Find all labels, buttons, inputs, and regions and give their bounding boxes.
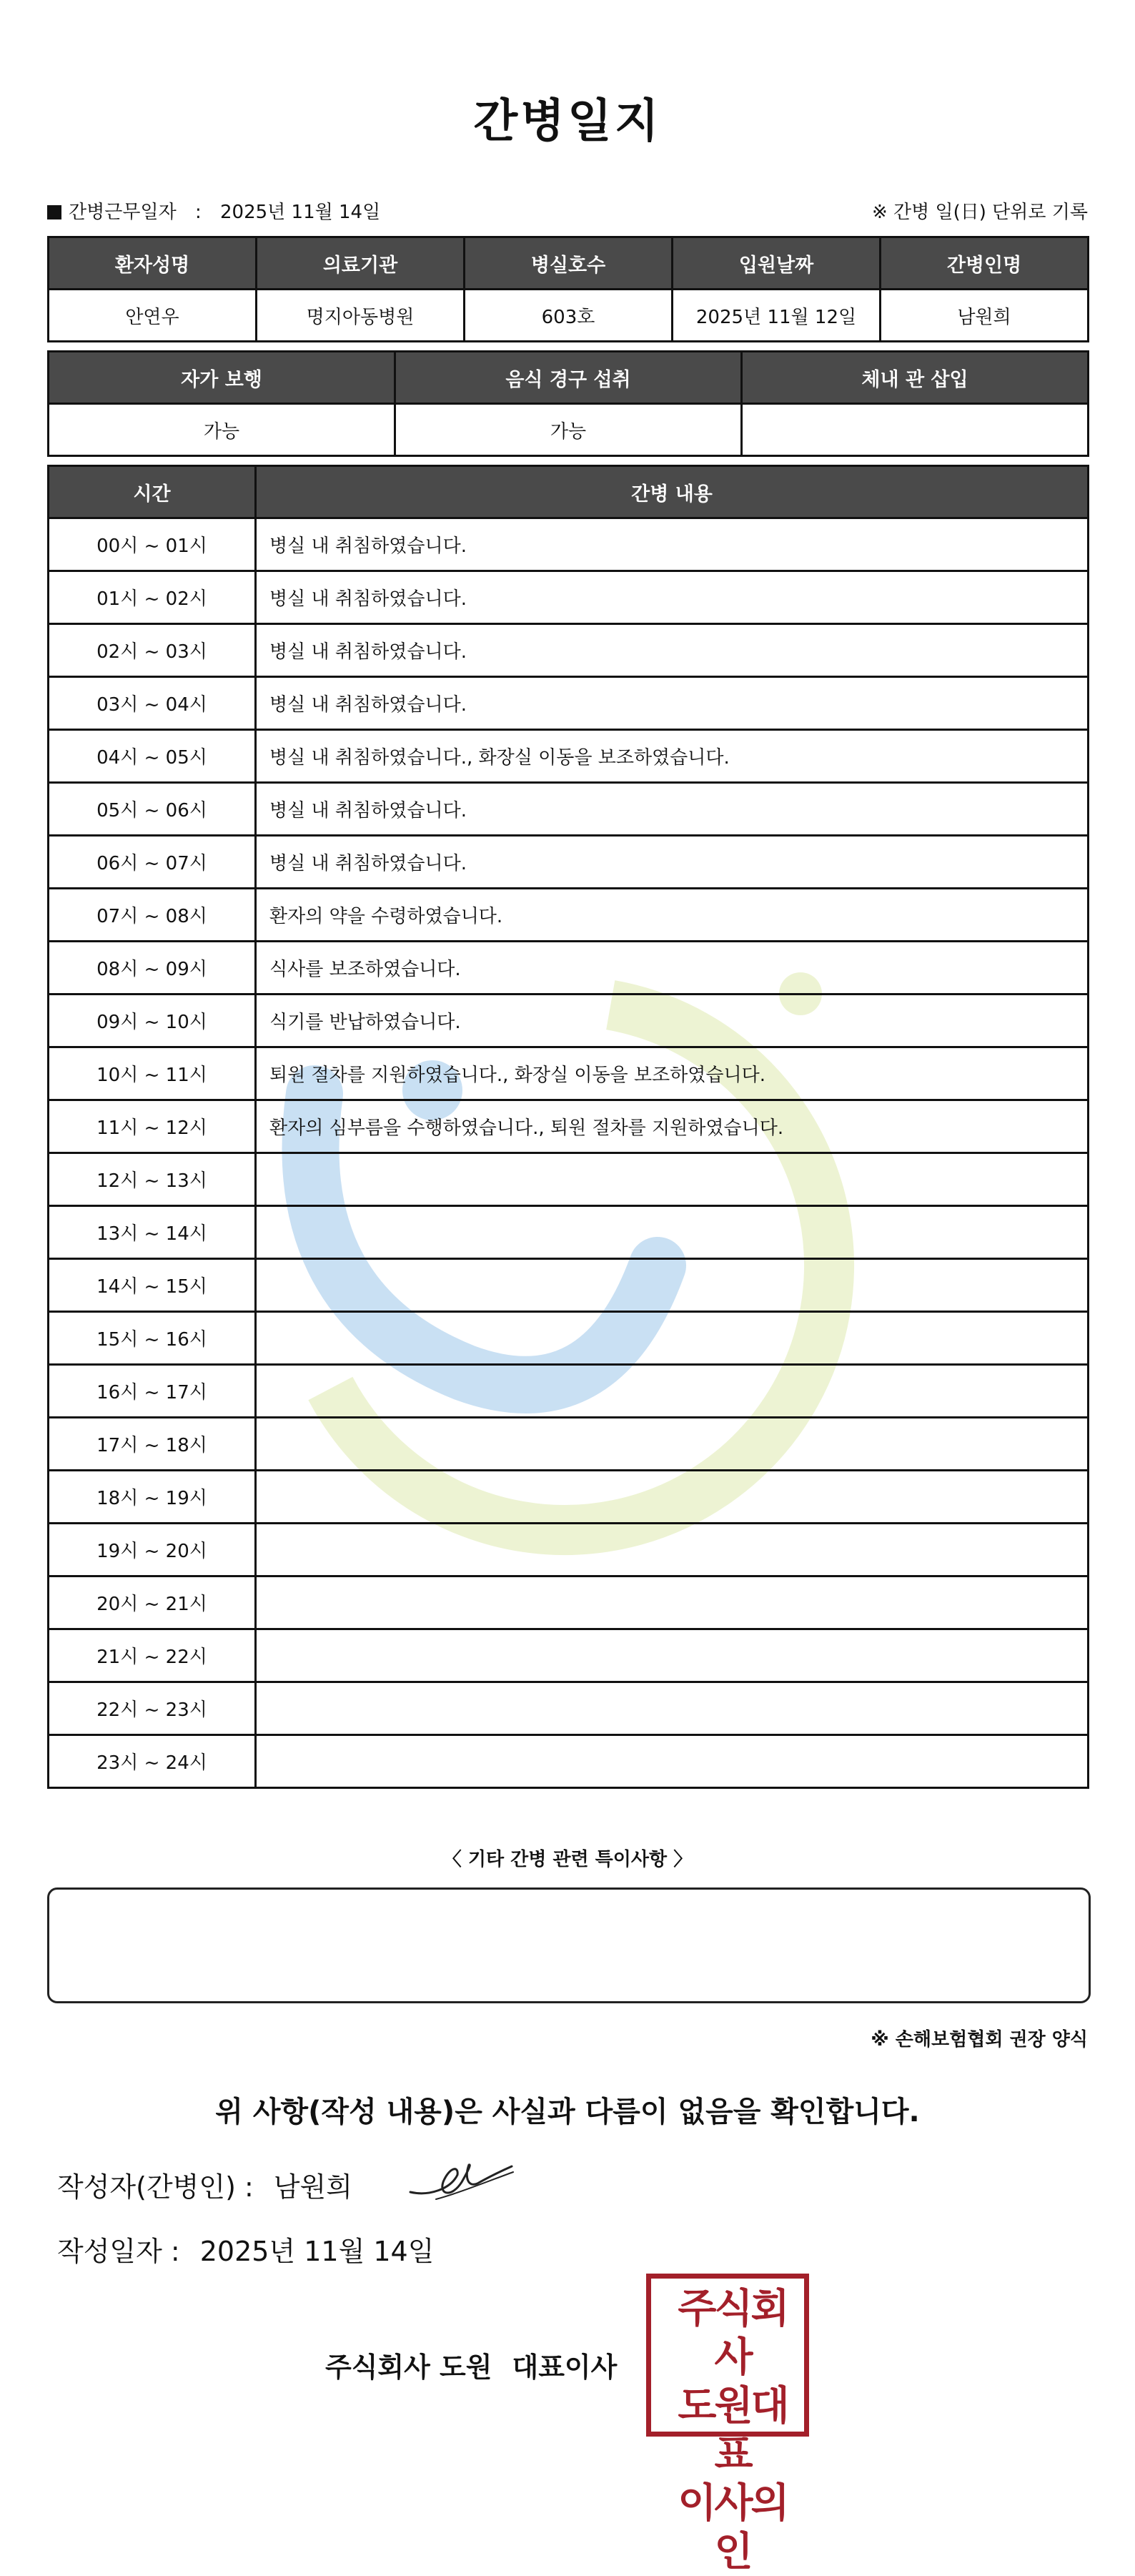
table-row xyxy=(49,1524,1089,1576)
care-note-cell: 식사를 보조하였습니다. xyxy=(256,942,1089,995)
confirmation-statement: 위 사항(작성 내용)은 사실과 다름이 없음을 확인합니다. xyxy=(215,2096,920,2128)
care-note-cell xyxy=(256,1735,1089,1788)
patient-name-header: 환자성명 xyxy=(49,237,257,290)
table-row xyxy=(49,995,1089,1047)
admission-date-header: 입원날짜 xyxy=(673,237,881,290)
writer-name: 남원희 xyxy=(273,2171,352,2203)
table-row xyxy=(49,783,1089,836)
company-title: 대표이사 xyxy=(512,2352,618,2383)
care-note-cell xyxy=(256,1259,1089,1312)
patient-info-table xyxy=(47,236,1089,342)
written-date-line xyxy=(57,2229,434,2269)
company-name: 주식회사 도원 xyxy=(325,2352,492,2383)
document-title: 간병일지 xyxy=(473,95,662,148)
time-cell: 04시 ~ 05시 xyxy=(49,730,256,783)
square-bullet-icon xyxy=(47,205,61,219)
table-row xyxy=(49,1418,1089,1471)
table-row xyxy=(49,836,1089,889)
table-row xyxy=(49,1100,1089,1153)
seal-line: 도원대표 xyxy=(678,2382,788,2478)
time-cell: 17시 ~ 18시 xyxy=(49,1418,256,1471)
time-cell: 00시 ~ 01시 xyxy=(49,518,256,571)
time-header: 시간 xyxy=(49,466,256,518)
time-cell: 06시 ~ 07시 xyxy=(49,836,256,889)
oral-intake-header: 음식 경구 섭취 xyxy=(395,352,742,404)
care-note-cell xyxy=(256,1629,1089,1682)
time-cell: 20시 ~ 21시 xyxy=(49,1576,256,1629)
tube-insertion-cell xyxy=(742,404,1089,456)
time-cell: 09시 ~ 10시 xyxy=(49,995,256,1047)
care-note-cell: 병실 내 취침하였습니다. xyxy=(256,677,1089,730)
care-note-cell xyxy=(256,1682,1089,1735)
writer-label: 작성자(간병인) : xyxy=(57,2171,254,2203)
table-row xyxy=(49,1206,1089,1259)
self-walking-header: 자가 보행 xyxy=(49,352,395,404)
written-date-label: 작성일자 : xyxy=(57,2236,180,2267)
time-cell: 12시 ~ 13시 xyxy=(49,1153,256,1206)
care-note-cell xyxy=(256,1471,1089,1524)
signature-mark xyxy=(407,2151,515,2208)
seal-line: 주식회사 xyxy=(678,2285,788,2381)
care-note-cell: 병실 내 취침하였습니다., 화장실 이동을 보조하였습니다. xyxy=(256,730,1089,783)
hospital-cell: 명지아동병원 xyxy=(257,290,465,342)
care-date-colon: : xyxy=(194,202,202,223)
time-cell: 13시 ~ 14시 xyxy=(49,1206,256,1259)
time-cell: 14시 ~ 15시 xyxy=(49,1259,256,1312)
care-note-cell: 병실 내 취침하였습니다. xyxy=(256,783,1089,836)
time-cell: 10시 ~ 11시 xyxy=(49,1047,256,1100)
time-cell: 03시 ~ 04시 xyxy=(49,677,256,730)
table-row xyxy=(49,1735,1089,1788)
table-row xyxy=(49,1365,1089,1418)
care-note-cell: 병실 내 취침하였습니다. xyxy=(256,571,1089,624)
care-note-cell xyxy=(256,1312,1089,1365)
care-note-cell: 병실 내 취침하였습니다. xyxy=(256,624,1089,677)
table-row xyxy=(49,730,1089,783)
writer-line xyxy=(57,2165,352,2204)
care-date-value: 2025년 11월 14일 xyxy=(220,202,381,223)
room-header: 병실호수 xyxy=(465,237,673,290)
unit-note: ※ 간병 일(日) 단위로 기록 xyxy=(871,202,1088,223)
table-row xyxy=(49,518,1089,571)
remarks-box[interactable] xyxy=(47,1887,1091,2003)
care-note-cell xyxy=(256,1153,1089,1206)
table-row xyxy=(49,1312,1089,1365)
time-cell: 01시 ~ 02시 xyxy=(49,571,256,624)
company-seal xyxy=(646,2274,809,2575)
care-note-cell: 환자의 약을 수령하였습니다. xyxy=(256,889,1089,942)
time-cell: 22시 ~ 23시 xyxy=(49,1682,256,1735)
care-date-label: 간병근무일자 xyxy=(69,202,177,223)
table-row xyxy=(49,571,1089,624)
table-row xyxy=(49,889,1089,942)
care-note-cell: 식기를 반납하였습니다. xyxy=(256,995,1089,1047)
seal-line: 이사의인 xyxy=(678,2479,788,2575)
time-cell: 18시 ~ 19시 xyxy=(49,1471,256,1524)
care-note-cell: 병실 내 취침하였습니다. xyxy=(256,836,1089,889)
self-walking-cell: 가능 xyxy=(49,404,395,456)
time-cell: 23시 ~ 24시 xyxy=(49,1735,256,1788)
hospital-header: 의료기관 xyxy=(257,237,465,290)
time-cell: 07시 ~ 08시 xyxy=(49,889,256,942)
time-cell: 15시 ~ 16시 xyxy=(49,1312,256,1365)
care-content-header: 간병 내용 xyxy=(256,466,1089,518)
admission-date-cell: 2025년 11월 12일 xyxy=(673,290,881,342)
care-note-cell xyxy=(256,1524,1089,1576)
time-cell: 05시 ~ 06시 xyxy=(49,783,256,836)
care-note-cell xyxy=(256,1365,1089,1418)
time-cell: 02시 ~ 03시 xyxy=(49,624,256,677)
tube-insertion-header: 체내 관 삽입 xyxy=(742,352,1089,404)
table-row xyxy=(49,1682,1089,1735)
table-row xyxy=(49,677,1089,730)
table-row xyxy=(49,1259,1089,1312)
written-date-value: 2025년 11월 14일 xyxy=(199,2236,435,2267)
room-cell: 603호 xyxy=(465,290,673,342)
time-cell: 19시 ~ 20시 xyxy=(49,1524,256,1576)
table-row xyxy=(49,1047,1089,1100)
time-cell: 08시 ~ 09시 xyxy=(49,942,256,995)
oral-intake-cell: 가능 xyxy=(395,404,742,456)
care-note-cell xyxy=(256,1206,1089,1259)
company-line xyxy=(325,2345,617,2384)
time-cell: 16시 ~ 17시 xyxy=(49,1365,256,1418)
patient-status-table xyxy=(47,350,1089,457)
care-note-cell xyxy=(256,1576,1089,1629)
time-cell: 11시 ~ 12시 xyxy=(49,1100,256,1153)
table-row xyxy=(49,1576,1089,1629)
table-row xyxy=(49,1471,1089,1524)
table-row xyxy=(49,942,1089,995)
care-log-table xyxy=(47,465,1089,1789)
recommend-note: ※ 손해보험협회 권장 양식 xyxy=(871,2029,1088,2051)
table-row xyxy=(49,624,1089,677)
table-row xyxy=(49,1153,1089,1206)
care-note-cell: 환자의 심부름을 수행하였습니다., 퇴원 절차를 지원하였습니다. xyxy=(256,1100,1089,1153)
caregiver-cell: 남원희 xyxy=(881,290,1089,342)
caregiver-header: 간병인명 xyxy=(881,237,1089,290)
care-note-cell: 퇴원 절차를 지원하였습니다., 화장실 이동을 보조하였습니다. xyxy=(256,1047,1089,1100)
remarks-label: 〈 기타 간병 관련 특이사항 〉 xyxy=(442,1849,693,1870)
patient-name-cell: 안연우 xyxy=(49,290,257,342)
care-date-line xyxy=(47,193,1088,224)
table-row xyxy=(49,1629,1089,1682)
care-note-cell xyxy=(256,1418,1089,1471)
time-cell: 21시 ~ 22시 xyxy=(49,1629,256,1682)
care-note-cell: 병실 내 취침하였습니다. xyxy=(256,518,1089,571)
